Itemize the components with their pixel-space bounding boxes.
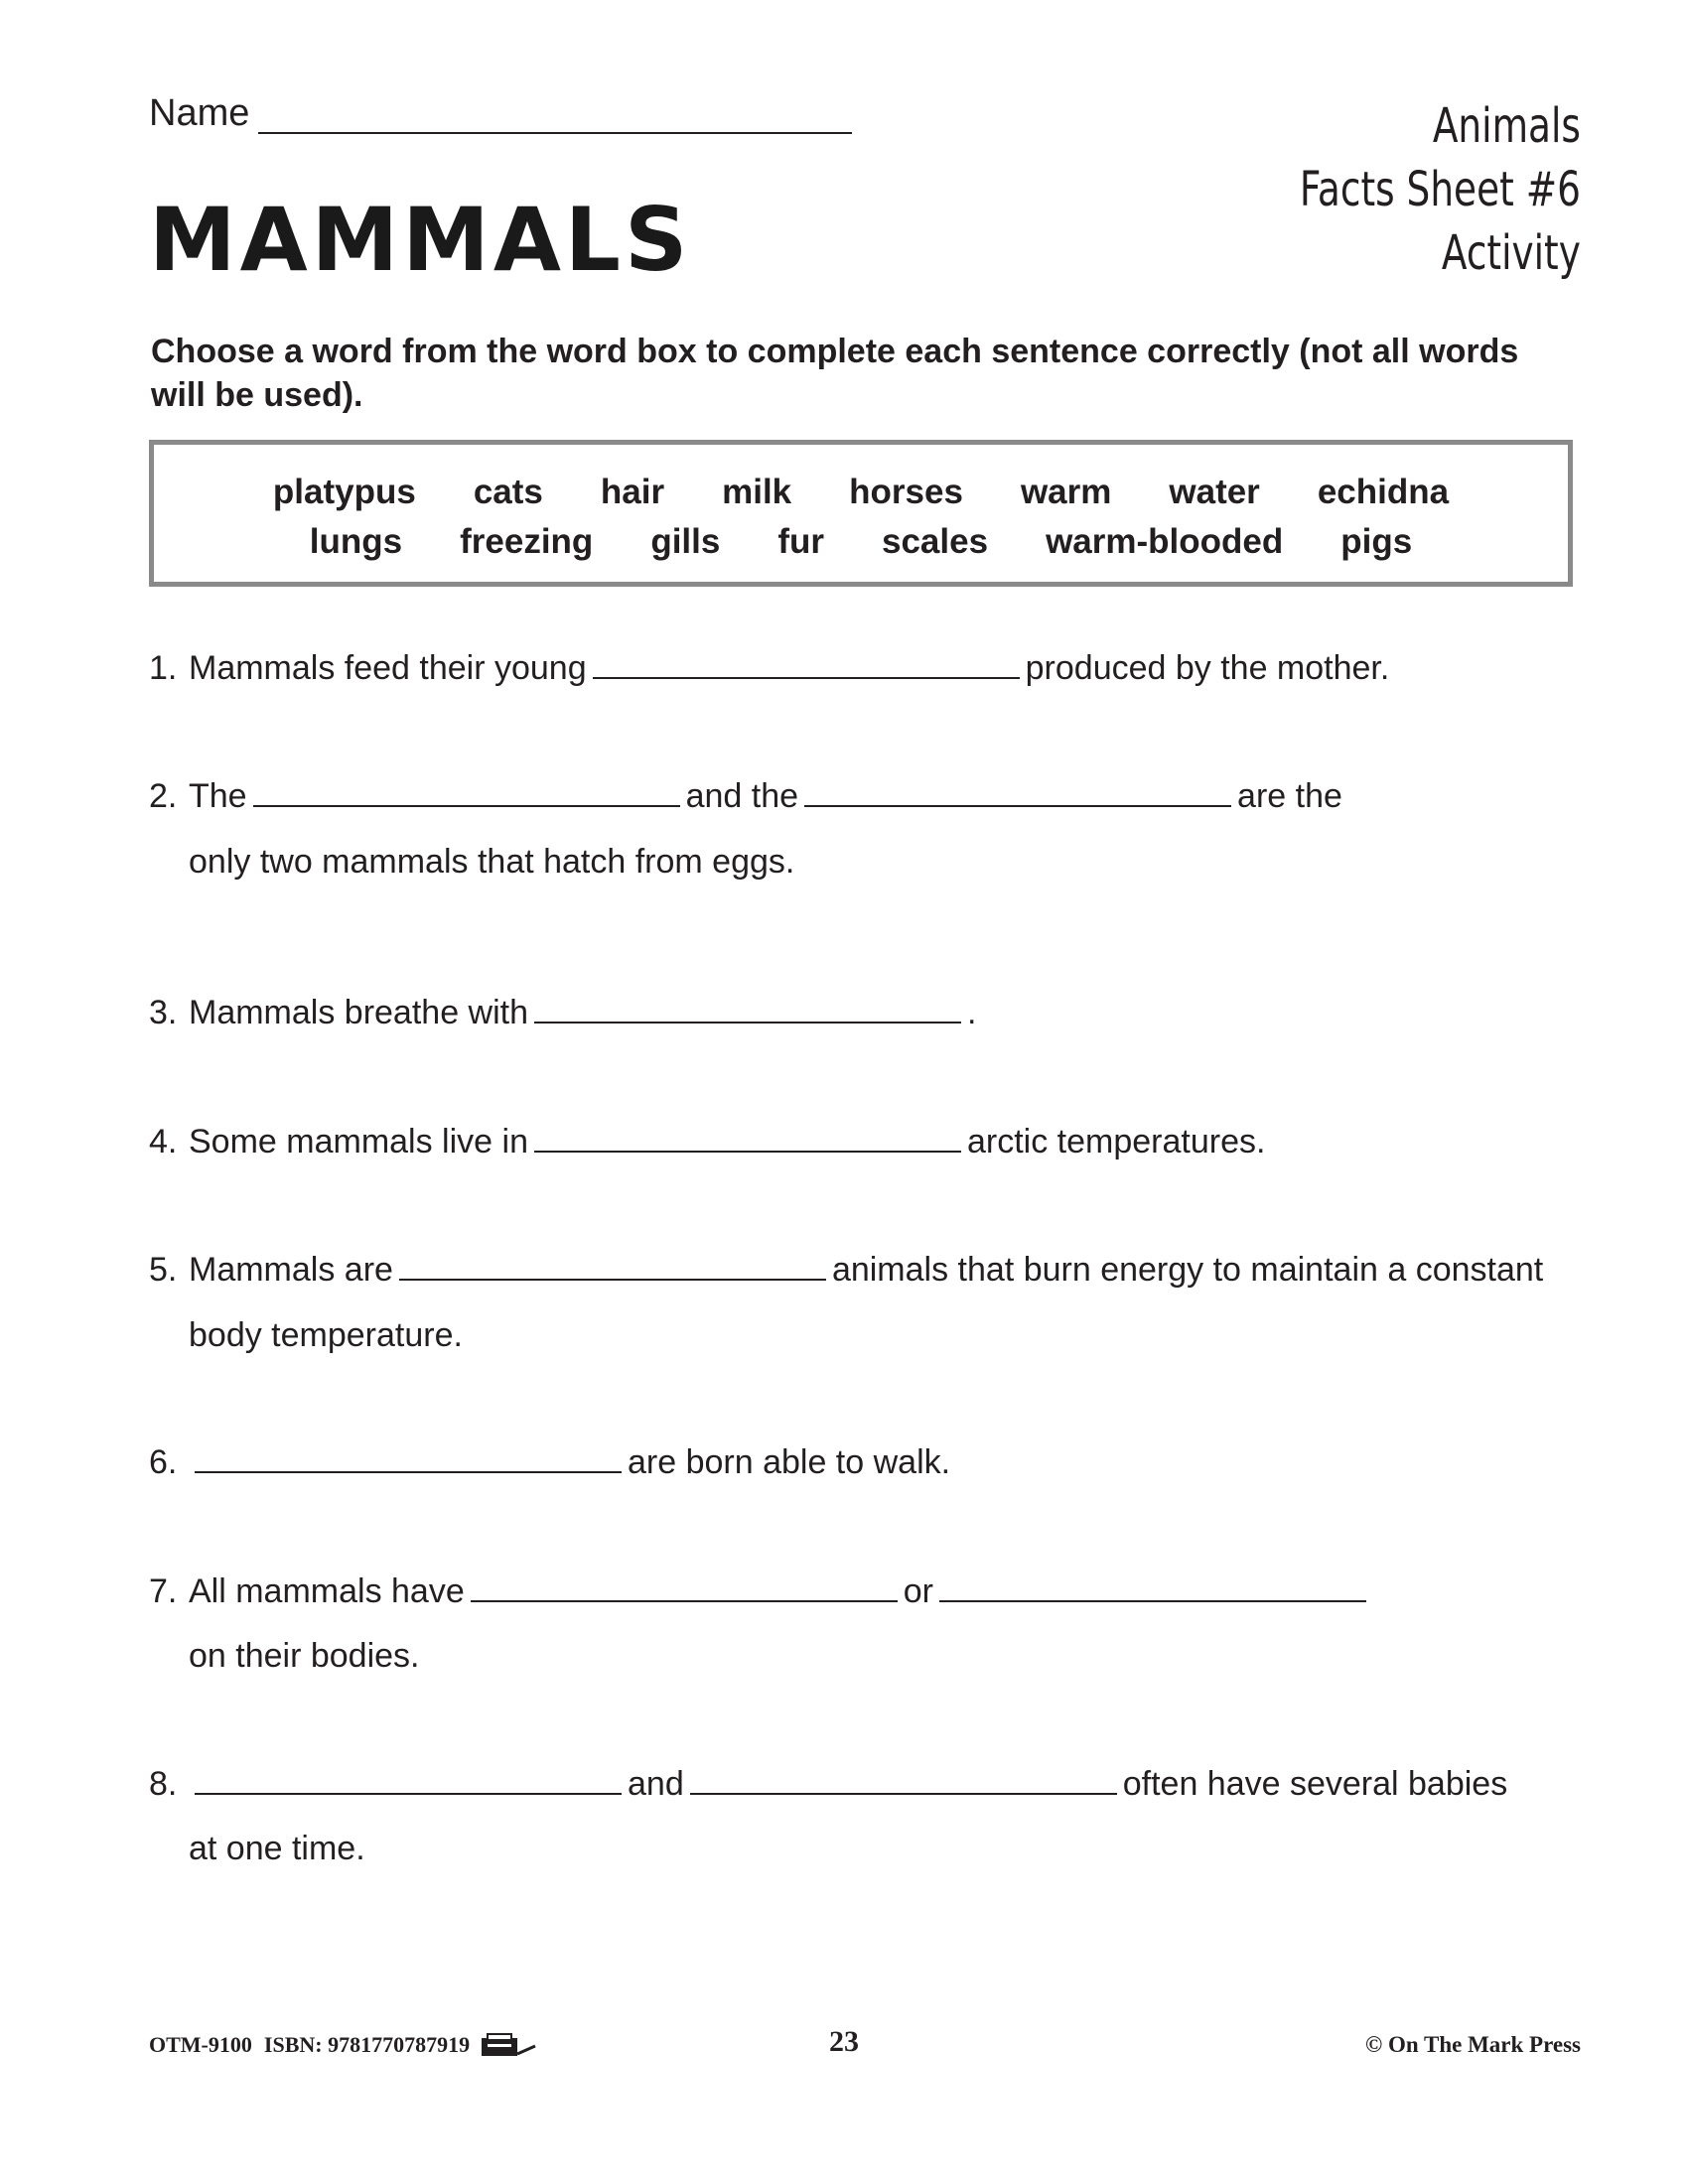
answer-blank[interactable] [195, 1470, 622, 1473]
answer-blank[interactable] [471, 1599, 898, 1602]
instructions: Choose a word from the word box to complete each sentence correctly (not all words will be used). [151, 333, 1519, 414]
question-number: 2. [149, 777, 178, 815]
word-item: lungs [309, 522, 403, 561]
page-title: MAMMALS [149, 189, 692, 291]
question-8 [149, 1764, 1507, 1804]
printer-icon [480, 2032, 537, 2058]
question-8-continuation: at one time. [189, 1830, 365, 1867]
word-item: horses [849, 473, 963, 511]
question-number: 8. [149, 1765, 178, 1803]
question-text: Mammals breathe with [189, 994, 529, 1031]
question-7 [149, 1571, 1372, 1611]
question-text: . [967, 994, 977, 1031]
question-4 [149, 1122, 1265, 1161]
question-text: All mammals have [189, 1572, 465, 1610]
question-text: often have several babies [1122, 1765, 1508, 1803]
subject-label: Animals [1432, 98, 1581, 154]
question-3 [149, 993, 976, 1032]
question-number: 4. [149, 1123, 178, 1160]
question-text: animals that burn energy to maintain a constant [831, 1251, 1544, 1289]
page-number: 23 [829, 2025, 859, 2058]
question-7-continuation: on their bodies. [189, 1637, 420, 1675]
question-2 [149, 776, 1342, 816]
activity-label: Activity [1441, 225, 1581, 281]
word-item: pigs [1340, 522, 1413, 561]
word-box-row-1 [154, 473, 1568, 512]
question-5 [149, 1250, 1543, 1290]
answer-blank[interactable] [534, 1021, 961, 1024]
word-item: platypus [272, 473, 416, 511]
product-code: OTM-9100 [149, 2032, 252, 2057]
word-item: freezing [460, 522, 594, 561]
word-item: hair [600, 473, 665, 511]
question-text: are born able to walk. [628, 1443, 951, 1481]
question-number: 5. [149, 1251, 178, 1289]
question-number: 7. [149, 1572, 178, 1610]
word-box [149, 440, 1573, 587]
word-box-row-2 [154, 522, 1568, 562]
word-item: scales [882, 522, 989, 561]
name-field-line[interactable] [258, 132, 852, 134]
question-1 [149, 648, 1389, 688]
answer-blank[interactable] [939, 1599, 1366, 1602]
answer-blank[interactable] [195, 1792, 622, 1795]
question-2-continuation: only two mammals that hatch from eggs. [189, 843, 795, 881]
question-text: and [628, 1765, 684, 1803]
word-item: fur [777, 522, 824, 561]
answer-blank[interactable] [253, 804, 680, 807]
footer-left [149, 2030, 537, 2060]
question-number: 1. [149, 649, 178, 687]
answer-blank[interactable] [690, 1792, 1117, 1795]
question-text: Some mammals live in [189, 1123, 528, 1160]
question-number: 3. [149, 994, 178, 1031]
question-6 [149, 1442, 950, 1482]
name-label: Name [149, 92, 250, 134]
question-text: are the [1237, 777, 1342, 815]
question-text: Mammals are [189, 1251, 393, 1289]
word-item: echidna [1317, 473, 1450, 511]
answer-blank[interactable] [534, 1150, 961, 1153]
word-item: cats [473, 473, 543, 511]
question-text: and the [685, 777, 799, 815]
question-number: 6. [149, 1443, 178, 1481]
isbn: ISBN: 9781770787919 [263, 2032, 471, 2057]
word-item: gills [650, 522, 721, 561]
question-text: or [903, 1572, 933, 1610]
answer-blank[interactable] [399, 1278, 826, 1281]
header-right-block [1300, 94, 1581, 285]
question-text: The [189, 777, 247, 815]
question-text: arctic temperatures. [966, 1123, 1266, 1160]
question-text: produced by the mother. [1025, 649, 1390, 687]
sheet-label: Facts Sheet #6 [1299, 162, 1581, 217]
word-item: warm [1020, 473, 1112, 511]
word-item: warm-blooded [1046, 522, 1284, 561]
word-item: water [1169, 473, 1260, 511]
answer-blank[interactable] [804, 804, 1231, 807]
answer-blank[interactable] [593, 676, 1020, 679]
question-5-continuation: body temperature. [189, 1316, 463, 1354]
word-item: milk [722, 473, 792, 511]
question-text: Mammals feed their young [189, 649, 587, 687]
copyright: © On The Mark Press [1365, 2032, 1581, 2057]
